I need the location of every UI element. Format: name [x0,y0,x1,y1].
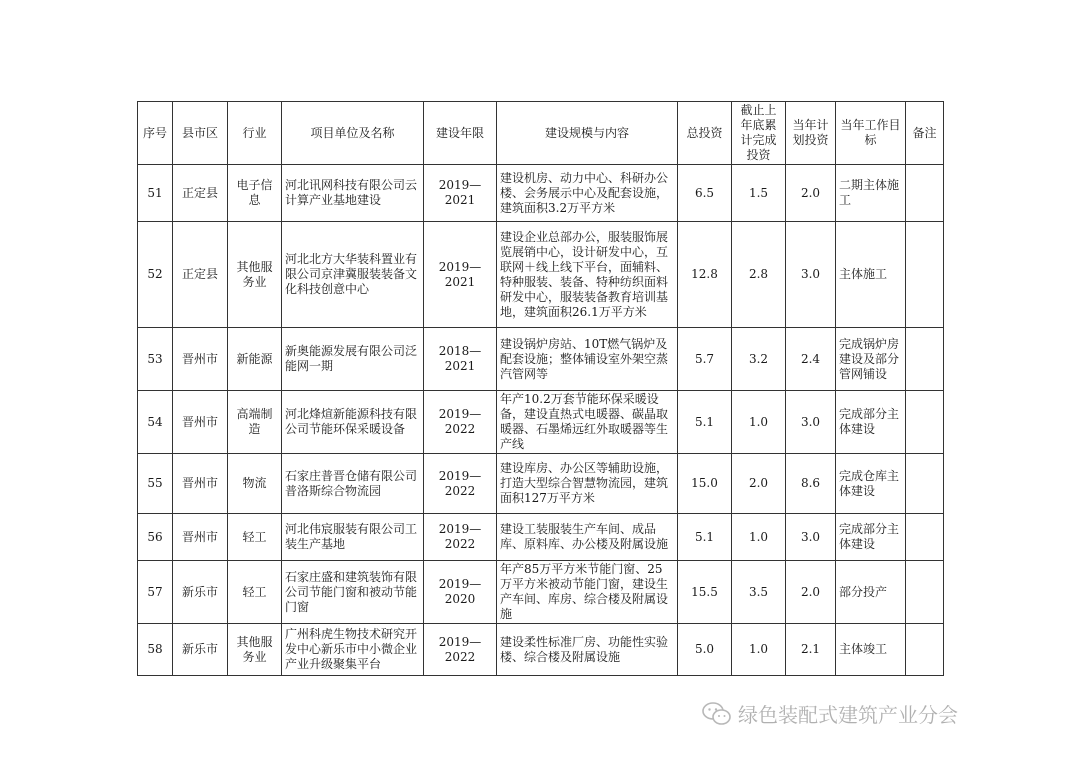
industry-cell: 其他服务业 [228,624,282,676]
goal-cell: 完成部分主体建设 [836,391,906,454]
note-cell [906,624,944,676]
total-investment-cell: 5.7 [678,328,732,391]
county-cell: 晋州市 [173,514,228,561]
goal-cell: 二期主体施工 [836,165,906,222]
column-header: 行业 [228,102,282,165]
row-number: 56 [138,514,173,561]
total-investment-cell: 12.8 [678,222,732,328]
county-cell: 新乐市 [173,561,228,624]
project-cell: 广州科虎生物技术研究开发中心新乐市中小微企业产业升级聚集平台 [282,624,424,676]
planned-investment-cell: 2.0 [786,561,836,624]
planned-investment-cell: 8.6 [786,454,836,514]
planned-investment-cell: 3.0 [786,514,836,561]
table-body [138,165,944,676]
goal-cell: 完成部分主体建设 [836,514,906,561]
completed-investment-cell: 3.2 [732,328,786,391]
table-row [138,624,944,676]
total-investment-cell: 15.0 [678,454,732,514]
project-table [137,101,944,676]
completed-investment-cell: 1.0 [732,514,786,561]
industry-cell: 高端制造 [228,391,282,454]
years-cell: 2019—2021 [424,222,497,328]
years-cell: 2019—2022 [424,391,497,454]
project-cell: 石家庄盛和建筑装饰有限公司节能门窗和被动节能门窗 [282,561,424,624]
table-row [138,391,944,454]
note-cell [906,222,944,328]
goal-cell: 部分投产 [836,561,906,624]
project-cell: 河北烽煊新能源科技有限公司节能环保采暖设备 [282,391,424,454]
watermark-text: 绿色装配式建筑产业分会 [738,703,958,727]
industry-cell: 新能源 [228,328,282,391]
total-investment-cell: 15.5 [678,561,732,624]
industry-cell: 物流 [228,454,282,514]
scope-cell: 建设锅炉房站、10T燃气锅炉及配套设施；整体铺设室外架空蒸汽管网等 [497,328,678,391]
note-cell [906,514,944,561]
note-cell [906,391,944,454]
row-number: 57 [138,561,173,624]
completed-investment-cell: 2.0 [732,454,786,514]
scope-cell: 年产85万平方米节能门窗、25万平方米被动节能门窗，建设生产车间、库房、综合楼及附属设施 [497,561,678,624]
years-cell: 2018—2021 [424,328,497,391]
scope-cell: 建设柔性标准厂房、功能性实验楼、综合楼及附属设施 [497,624,678,676]
industry-cell: 其他服务业 [228,222,282,328]
total-investment-cell: 6.5 [678,165,732,222]
completed-investment-cell: 1.0 [732,624,786,676]
project-cell: 河北讯网科技有限公司云计算产业基地建设 [282,165,424,222]
row-number: 55 [138,454,173,514]
planned-investment-cell: 2.4 [786,328,836,391]
column-header: 建设年限 [424,102,497,165]
project-cell: 石家庄普晋仓储有限公司普洛斯综合物流园 [282,454,424,514]
note-cell [906,328,944,391]
total-investment-cell: 5.1 [678,514,732,561]
planned-investment-cell: 3.0 [786,391,836,454]
row-number: 58 [138,624,173,676]
wechat-icon [702,701,732,727]
project-cell: 新奥能源发展有限公司泛能网一期 [282,328,424,391]
note-cell [906,561,944,624]
row-number: 53 [138,328,173,391]
table-row [138,514,944,561]
scope-cell: 建设企业总部办公，服装服饰展览展销中心，设计研发中心，互联网＋线上线下平台，面辅料、特种服装、装备、特种纺织面料研发中心，服装装备教育培训基地，建筑面积26.1万平方米 [497,222,678,328]
column-header: 备注 [906,102,944,165]
county-cell: 晋州市 [173,328,228,391]
row-number: 52 [138,222,173,328]
project-cell: 河北伟宸服装有限公司工装生产基地 [282,514,424,561]
goal-cell: 完成锅炉房建设及部分管网铺设 [836,328,906,391]
watermark [702,699,958,728]
table-row [138,454,944,514]
years-cell: 2019—2022 [424,624,497,676]
column-header: 县市区 [173,102,228,165]
column-header: 项目单位及名称 [282,102,424,165]
row-number: 51 [138,165,173,222]
scope-cell: 建设机房、动力中心、科研办公楼、会务展示中心及配套设施，建筑面积3.2万平方米 [497,165,678,222]
column-header: 当年工作目标 [836,102,906,165]
project-cell: 河北北方大华装科置业有限公司京津冀服装装备文化科技创意中心 [282,222,424,328]
note-cell [906,165,944,222]
goal-cell: 主体施工 [836,222,906,328]
goal-cell: 完成仓库主体建设 [836,454,906,514]
county-cell: 新乐市 [173,624,228,676]
table-row [138,165,944,222]
planned-investment-cell: 2.0 [786,165,836,222]
total-investment-cell: 5.0 [678,624,732,676]
scope-cell: 建设工装服装生产车间、成品库、原料库、办公楼及附属设施 [497,514,678,561]
planned-investment-cell: 3.0 [786,222,836,328]
column-header: 总投资 [678,102,732,165]
total-investment-cell: 5.1 [678,391,732,454]
county-cell: 正定县 [173,222,228,328]
column-header: 建设规模与内容 [497,102,678,165]
industry-cell: 电子信息 [228,165,282,222]
completed-investment-cell: 1.5 [732,165,786,222]
county-cell: 晋州市 [173,391,228,454]
industry-cell: 轻工 [228,514,282,561]
completed-investment-cell: 2.8 [732,222,786,328]
years-cell: 2019—2022 [424,454,497,514]
header-row [138,102,944,165]
years-cell: 2019—2021 [424,165,497,222]
table-row [138,222,944,328]
planned-investment-cell: 2.1 [786,624,836,676]
county-cell: 正定县 [173,165,228,222]
column-header: 当年计划投资 [786,102,836,165]
goal-cell: 主体竣工 [836,624,906,676]
county-cell: 晋州市 [173,454,228,514]
years-cell: 2019—2022 [424,514,497,561]
column-header: 序号 [138,102,173,165]
table-row [138,328,944,391]
row-number: 54 [138,391,173,454]
industry-cell: 轻工 [228,561,282,624]
scope-cell: 建设库房、办公区等辅助设施，打造大型综合智慧物流园，建筑面积127万平方米 [497,454,678,514]
scope-cell: 年产10.2万套节能环保采暖设备，建设直热式电暖器、碳晶取暖器、石墨烯远红外取暖器等生产线 [497,391,678,454]
completed-investment-cell: 1.0 [732,391,786,454]
years-cell: 2019—2020 [424,561,497,624]
column-header: 截止上年底累计完成投资 [732,102,786,165]
note-cell [906,454,944,514]
completed-investment-cell: 3.5 [732,561,786,624]
table-row [138,561,944,624]
